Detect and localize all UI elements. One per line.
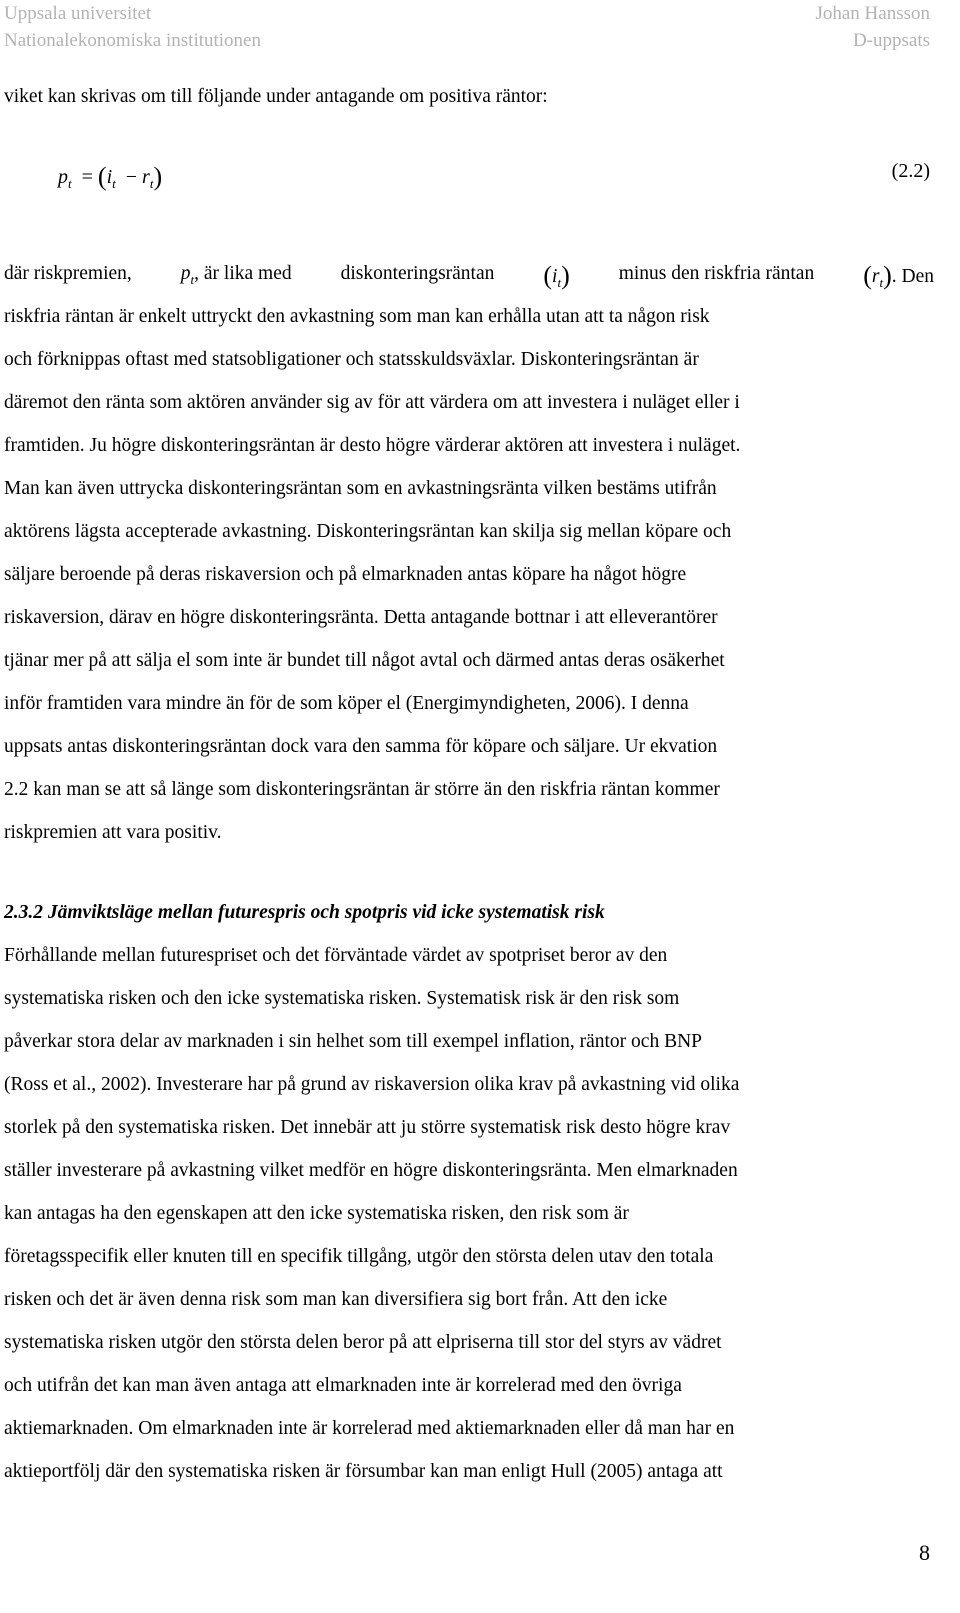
text-line: inför framtiden vara mindre än för de som köper el (Energimyndigheten, 2006). I denna [4, 693, 689, 714]
text-line: (Ross et al., 2002). Investerare har på grund av riskaversion olika krav på avkastning vid olika [4, 1074, 740, 1095]
eq-r: r [142, 166, 150, 188]
text-line: kan antagas ha den egenskapen att den icke systematiska risken, den risk som är [4, 1203, 629, 1224]
equation-2-2 [4, 160, 930, 200]
math-r-t: $(r_t)$ [863, 261, 892, 290]
text-line: framtiden. Ju högre diskonteringsräntan är desto högre värderar aktören att investera i nuläget. [4, 435, 741, 456]
author-name: Johan Hansson [815, 3, 930, 24]
math-i-t: $(i_t)$ [543, 261, 570, 290]
paragraph-1 [4, 252, 934, 854]
header-right [815, 0, 930, 54]
text-line: systematiska risken utgör den största delen beror på att elpriserna till stor del styrs av vädret [4, 1332, 722, 1353]
text-line: och förknippas oftast med statsobligationer och statsskuldsväxlar. Diskonteringsräntan är [4, 349, 699, 370]
department-name: Nationalekonomiska institutionen [4, 30, 261, 51]
text-line: aktiemarknaden. Om elmarknaden inte är korrelerad med aktiemarknaden eller då man har en [4, 1418, 735, 1439]
text-line: Förhållande mellan futurespriset och det förväntade värdet av spotpriset beror av den [4, 945, 668, 966]
text-line: systematiska risken och den icke systematiska risken. Systematisk risk är den risk som [4, 988, 680, 1009]
intro-text [4, 75, 934, 118]
text-line: aktieportfölj där den systematiska risken är försumbar kan man enligt Hull (2005) antaga att [4, 1461, 723, 1482]
eq-i: i [106, 166, 113, 188]
text-line: 2.2 kan man se att så länge som diskonteringsräntan är större än den riskfria räntan kommer [4, 779, 720, 800]
university-name: Uppsala universitet [4, 3, 152, 24]
text-line: aktörens lägsta accepterade avkastning. Diskonteringsräntan kan skilja sig mellan köpare och [4, 521, 732, 542]
text-line: risken och det är även denna risk som man kan diversifiera sig bort från. Att den icke [4, 1289, 668, 1310]
document-type: D-uppsats [852, 30, 930, 51]
page-number: 8 [919, 1540, 930, 1565]
math-p-t: $p_t$ [180, 263, 195, 287]
eq-p: p [58, 166, 68, 188]
text-line: Man kan även uttrycka diskonteringsräntan som en avkastningsränta vilken bestäms utifrån [4, 478, 717, 499]
text-line: riskaversion, därav en högre diskonteringsränta. Detta antagande bottnar i att elleverantörer [4, 607, 718, 628]
text-line: företagsspecifik eller knuten till en specifik tillgång, utgör den största delen utav den totala [4, 1246, 714, 1267]
equation-number: (2.2) [891, 160, 930, 182]
equation-body: $p_t = (i_t - r_t)$ [58, 162, 163, 191]
section-heading: 2.3.2 Jämviktsläge mellan futurespris och spotpris vid icke systematisk risk [4, 902, 605, 923]
text-line: storlek på den systematiska risken. Det innebär att ju större systematisk risk desto högre krav [4, 1117, 731, 1138]
text-line: och utifrån det kan man även antaga att elmarknaden inte är korrelerad med den övriga [4, 1375, 682, 1396]
text-line: påverkar stora delar av marknaden i sin helhet som till exempel inflation, räntor och BNP [4, 1031, 703, 1052]
text-line: uppsats antas diskonteringsräntan dock vara den samma för köpare och säljare. Ur ekvation [4, 736, 718, 757]
text-line: säljare beroende på deras riskaversion och på elmarknaden antas köpare ha något högre [4, 564, 687, 585]
text-line-with-math: där riskpremien, $p_t$, är lika med diskonteringsräntan $(i_t)$ minus den riskfria räntan $(r_t)$. Den [4, 252, 934, 295]
text-line: riskpremien att vara positiv. [4, 822, 222, 843]
text-line: ställer investerare på avkastning vilket medför en högre diskonteringsränta. Men elmarknaden [4, 1160, 738, 1181]
paragraph-2 [4, 934, 934, 1493]
text-line: tjänar mer på att sälja el som inte är bundet till något avtal och därmed antas deras osäkerhet [4, 650, 725, 671]
text-line: däremot den ränta som aktören använder sig av för att värdera om att investera i nuläget eller i [4, 392, 740, 413]
text-line: viket kan skrivas om till följande under antagande om positiva räntor: [4, 86, 548, 107]
text-line: riskfria räntan är enkelt uttryckt den avkastning som man kan erhålla utan att ta någon risk [4, 306, 710, 327]
header-left [4, 0, 261, 54]
